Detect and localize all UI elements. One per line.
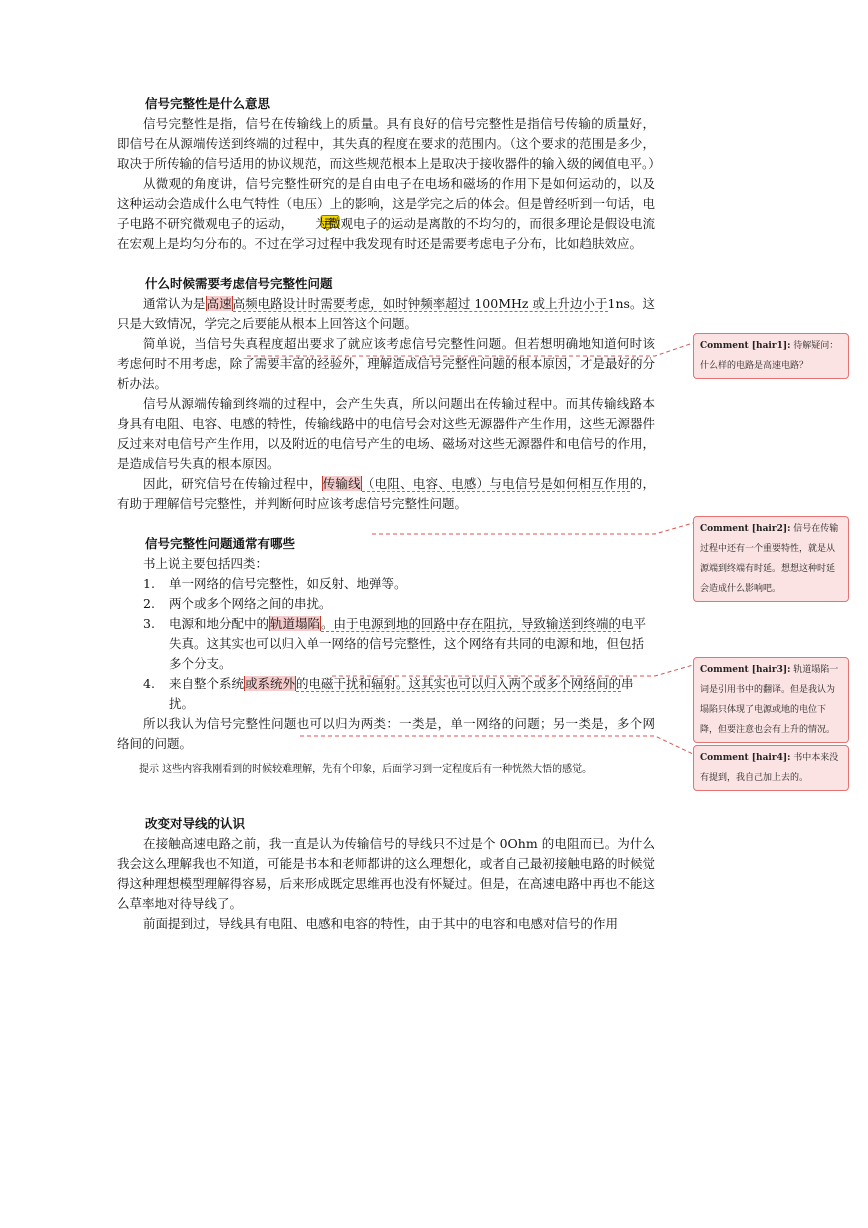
- comment-hair1[interactable]: Comment [hair1]: 待解疑问：什么样的电路是高速电路？: [693, 333, 849, 379]
- comment-anchor-hair1[interactable]: 高速: [206, 296, 232, 311]
- list-item: 1. 单一网络的信号完整性，如反射、地弹等。: [143, 576, 407, 591]
- section4-paragraph-2: 前面提到过，导线具有电阻、电感和电容的特性，由于其中的电容和电感对信号的作用: [143, 916, 619, 931]
- list-item: 4. 来自整个系统或系统外的电磁干扰和辐射。这其实也可以归入两个或多个网络间的串扰。: [143, 676, 634, 711]
- comment-hair2[interactable]: Comment [hair2]: 信号在传输过程中还有一个重要特性，就是从源端到终端有时延。想想这种时延会造成什么影响吧。: [693, 516, 849, 602]
- section-heading-4: 改变对导线的认识: [145, 816, 246, 831]
- section1-paragraph-2: 从微观的角度讲，信号完整性研究的是自由电子在电场和磁场的作用下是如何运动的，以及这种运动会造成什么电气特性（电压）上的影响，这是学完之后的体会。但是曾经听到一句话，电子电路不研究微观电子的运动， 为微观电子的运动是离散的不均匀的，而很多理论是假设电流在宏观上是均匀分布的。不过在学习过程中我发现有时还是需要考虑电子分布，比如趋肤效应。: [117, 176, 655, 251]
- comment-anchor-hair2[interactable]: 传输线: [322, 476, 361, 491]
- section-heading-1: 信号完整性是什么意思: [145, 96, 271, 111]
- section3-conclusion: 所以我认为信号完整性问题也可以归为两类：一类是，单一网络的问题；另一类是，多个网络间的问题。: [117, 716, 655, 751]
- tip-note: 提示 这些内容我刚看到的时候较难理解，先有个印象，后面学习到一定程度后有一种恍然大悟的感觉。: [139, 764, 593, 775]
- section-heading-2: 什么时候需要考虑信号完整性问题: [145, 276, 333, 291]
- list-item: 3. 电源和地分配中的轨道塌陷。由于电源到地的回路中存在阻抗，导致输送到终端的电平失真。这其实也可以归入单一网络的信号完整性，这个网络有共同的电源和地，但包括多个分支。: [143, 616, 647, 671]
- comment-hair3[interactable]: Comment [hair3]: 轨道塌陷一词是引用书中的翻译。但是我认为塌陷只体现了电源或地的电位下降，但要注意也会有上升的情况。: [693, 657, 849, 743]
- list-item: 2. 两个或多个网络之间的串扰。: [143, 596, 332, 611]
- section4-paragraph-1: 在接触高速电路之前，我一直是认为传输信号的导线只不过是个 0Ohm 的电阻而已。为什么我会这么理解我也不知道，可能是书本和老师都讲的这么理想化，或者自己最初接触电路的时候觉得这种理想模型理解得容易，后来形成既定思维再也没有怀疑过。但是，在高速电路中再也不能这么草率地对待导线了。: [117, 836, 655, 911]
- document-body: [117, 94, 661, 934]
- section2-paragraph-4: 因此，研究信号在传输过程中，传输线（电阻、电容、电感）与电信号是如何相互作用的，有助于理解信号完整性，并判断何时应该考虑信号完整性问题。: [117, 476, 655, 511]
- comment-anchor-hair4[interactable]: 或系统外: [245, 676, 296, 691]
- section2-paragraph-3: 信号从源端传输到终端的过程中，会产生失真，所以问题出在传输过程中。而其传输线路本身具有电阻、电容、电感的特性，传输线路中的电信号会对这些无源器件产生作用，这些无源器件反过来对电信号产生作用，以及附近的电信号产生的电场、磁场对这些无源器件和电信号的作用，是造成信号失真的根本原因。: [117, 396, 655, 471]
- comment-hair4[interactable]: Comment [hair4]: 书中本来没有提到，我自己加上去的。: [693, 745, 849, 791]
- section-heading-3: 信号完整性问题通常有哪些: [145, 536, 296, 551]
- section2-paragraph-2: 简单说，当信号失真程度超出要求了就应该考虑信号完整性问题。但若想明确地知道何时该考虑何时不用考虑，除了需要丰富的经验外，理解造成信号完整性问题的根本原因，才是最好的分析办法。: [117, 336, 655, 391]
- section1-paragraph-1: 信号完整性是指，信号在传输线上的质量。具有良好的信号完整性是指信号传输的质量好，即信号在从源端传送到终端的过程中，其失真的程度在要求的范围内。（这个要求的范围是多少，取决于所传输的信号适用的协议规范，而这些规范根本上是取决于接收器件的输入级的阈值电平。）: [117, 116, 661, 171]
- problem-category-list: [117, 574, 655, 714]
- comment-anchor-hair3[interactable]: 轨道塌陷: [270, 616, 321, 631]
- section3-intro: 书上说主要包括四类：: [143, 556, 269, 571]
- note-comment-icon[interactable]: [293, 215, 315, 231]
- section2-paragraph-1: 通常认为是高速高频电路设计时需要考虑，如时钟频率超过 100MHz 或上升边小于1ns。这只是大致情况，学完之后要能从根本上回答这个问题。: [117, 296, 655, 331]
